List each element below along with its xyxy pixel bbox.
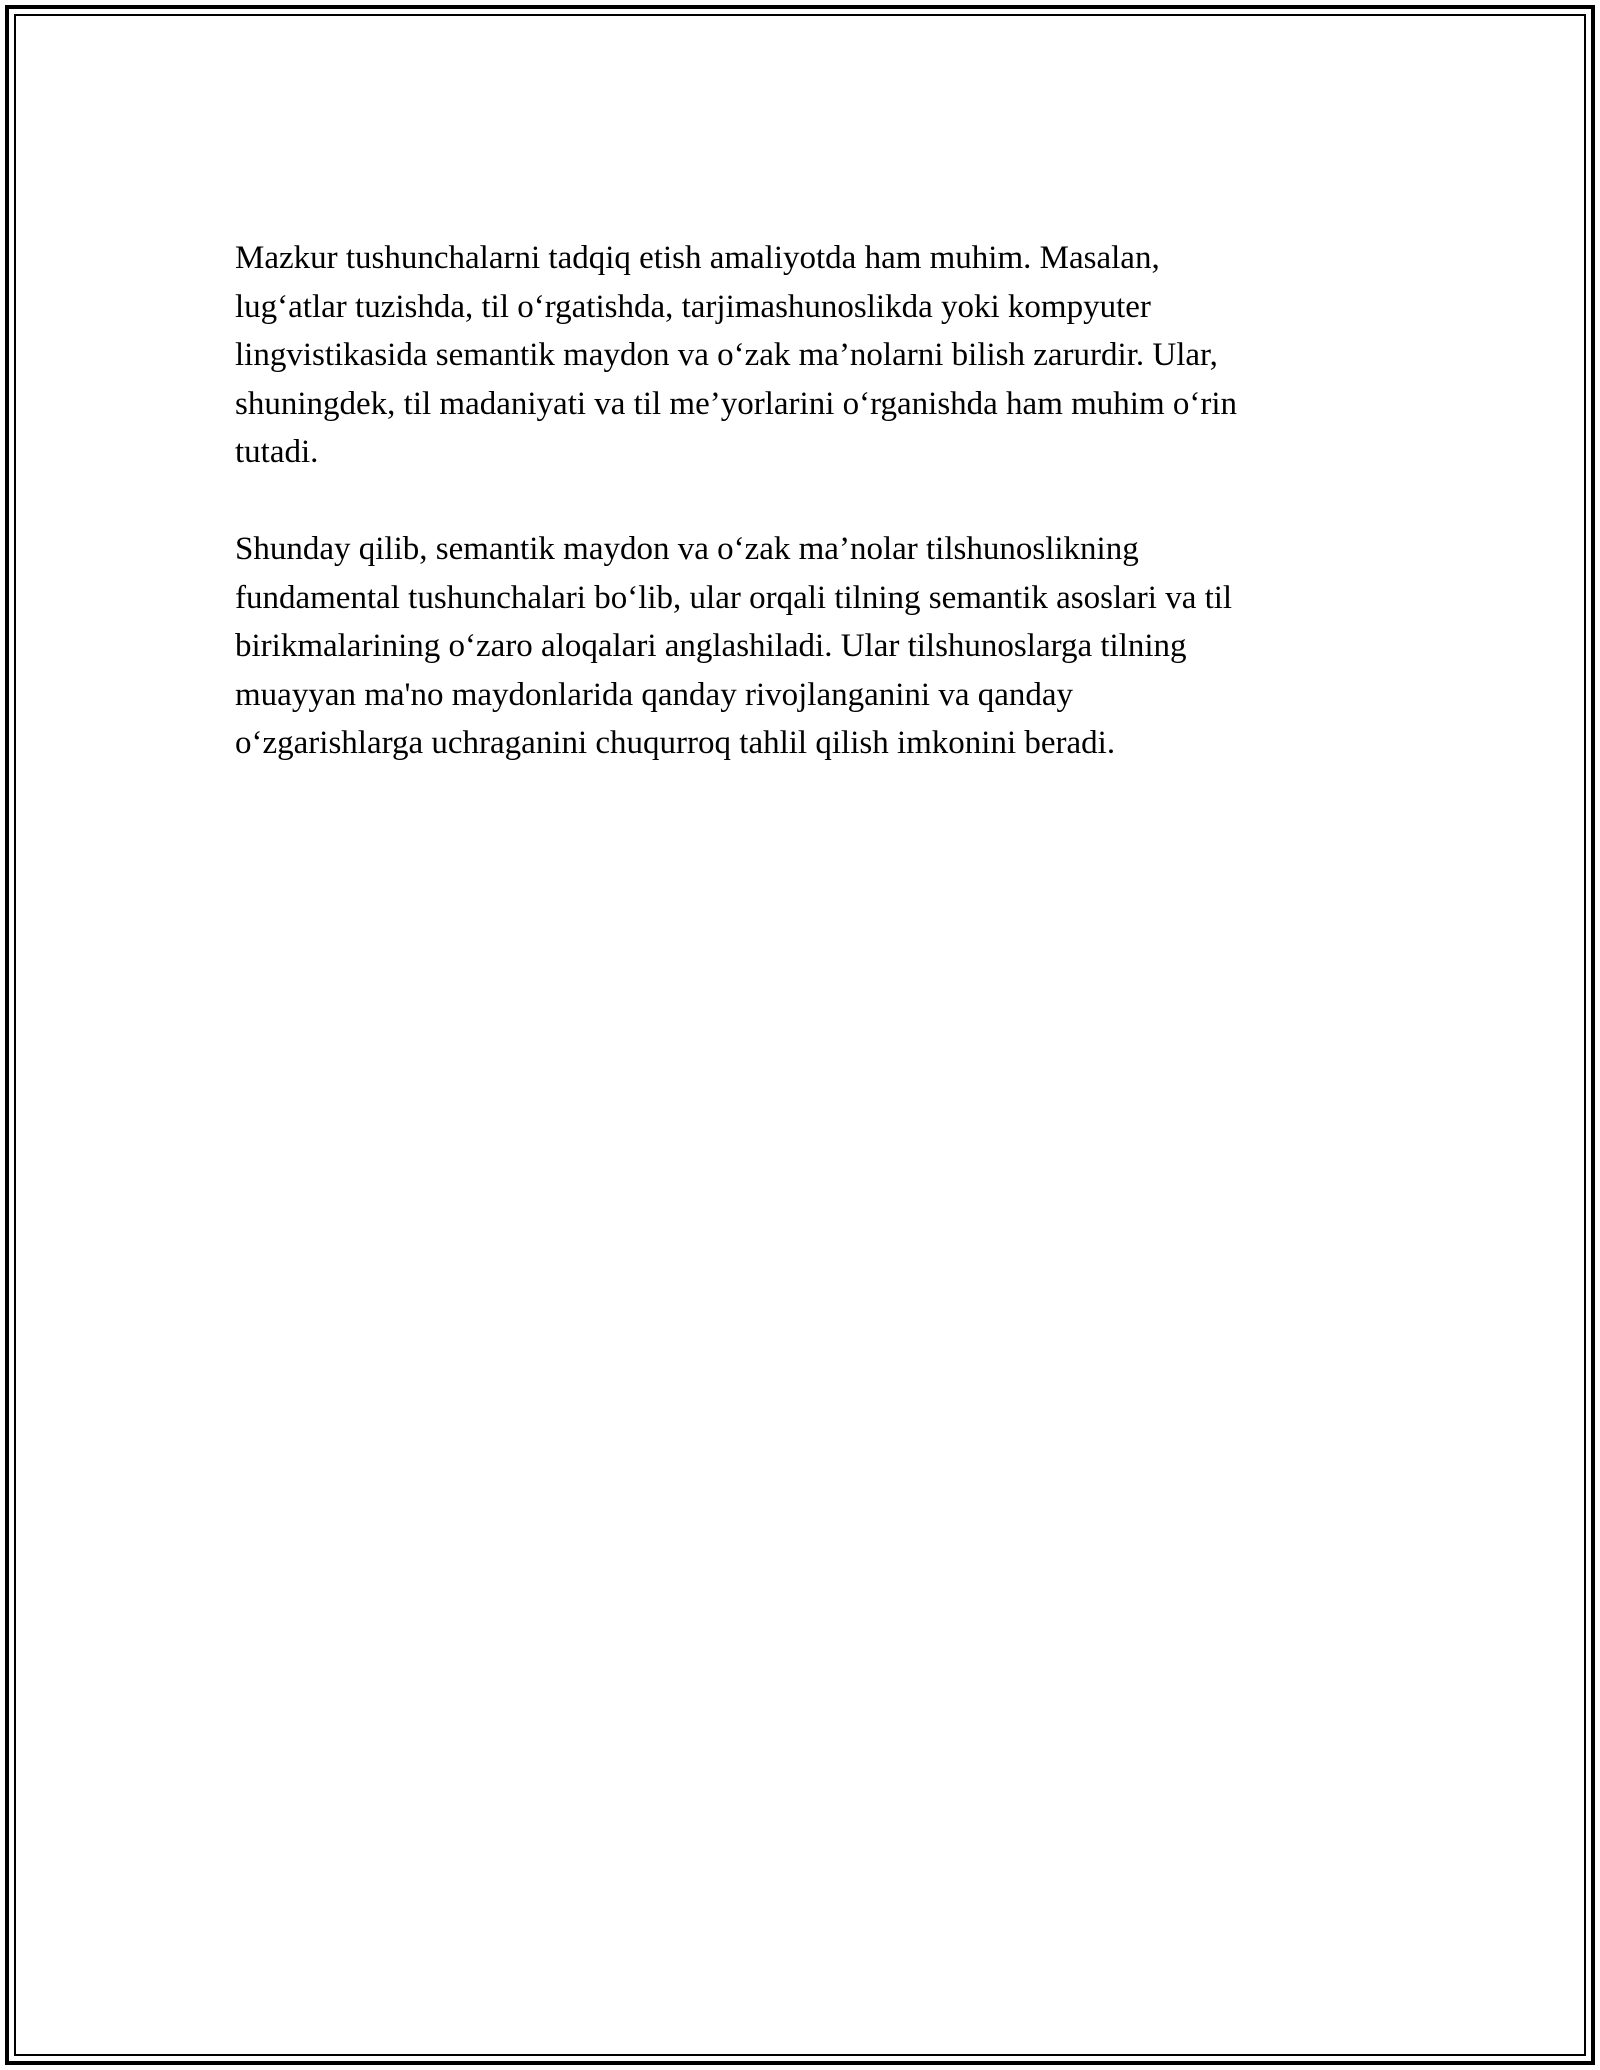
paragraph-conclusion (235, 525, 1365, 768)
text-line: fundamental tushunchalari bo‘lib, ular orqali tilning semantik asoslari va til (235, 579, 1233, 616)
paragraph-practical-importance (235, 234, 1365, 477)
text-line: Shunday qilib, semantik maydon va o‘zak ma’nolar tilshunoslikning (235, 531, 1139, 567)
document-body (235, 234, 1365, 768)
text-line: birikmalarining o‘zaro aloqalari anglashiladi. Ular tilshunoslarga tilning (235, 628, 1187, 664)
text-line: muayyan ma'no maydonlarida qanday rivojlanganini va qanday (235, 676, 1074, 713)
text-line: tutadi. (235, 434, 319, 470)
text-line: lingvistikasida semantik maydon va o‘zak ma’nolarni bilish zarurdir. Ular, (235, 337, 1218, 373)
text-line: lug‘atlar tuzishda, til o‘rgatishda, tarjimashunoslikda yoki kompyuter (235, 288, 1151, 325)
text-line: shuningdek, til madaniyati va til me’yorlarini o‘rganishda ham muhim o‘rin (235, 385, 1238, 422)
text-line: o‘zgarishlarga uchraganini chuqurroq tahlil qilish imkonini beradi. (235, 725, 1116, 761)
text-line: Mazkur tushunchalarni tadqiq etish amaliyotda ham muhim. Masalan, (235, 240, 1160, 276)
